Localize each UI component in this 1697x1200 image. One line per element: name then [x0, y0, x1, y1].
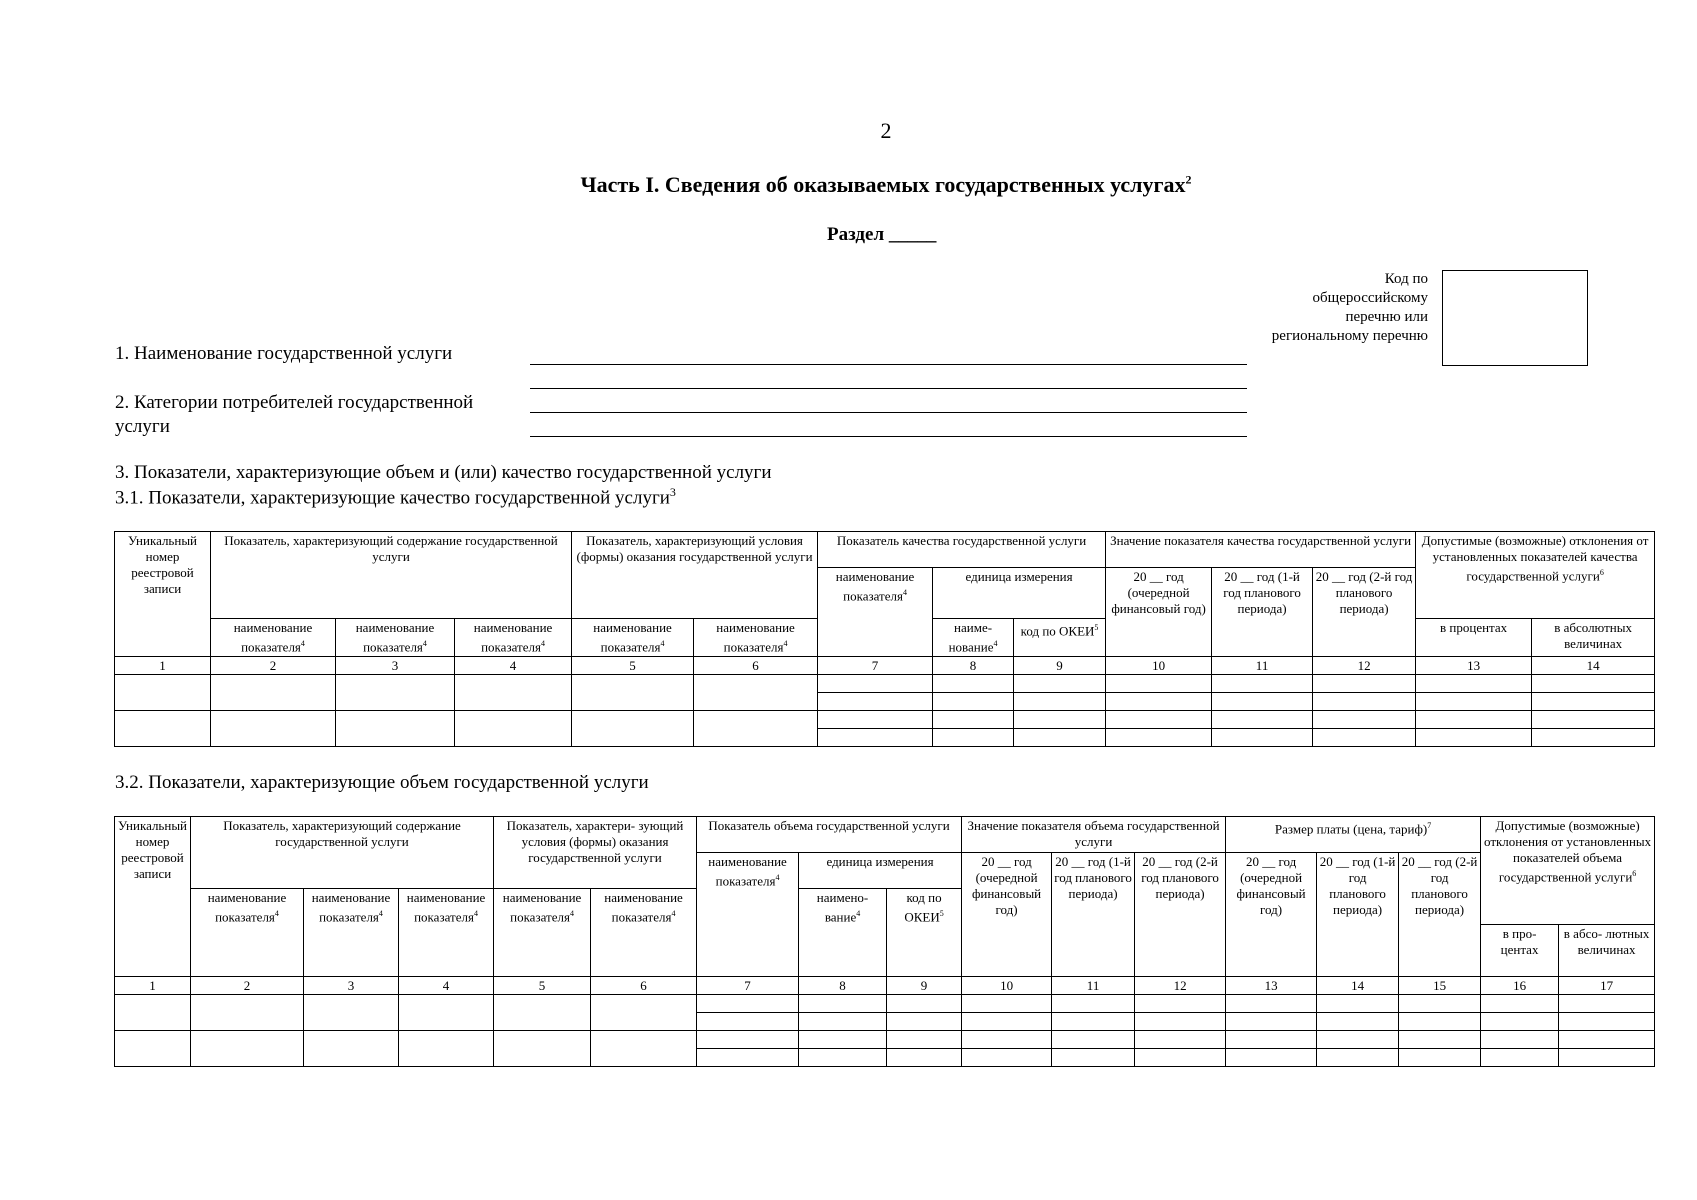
table-cell[interactable]	[336, 675, 455, 711]
table-cell[interactable]	[694, 675, 818, 711]
header-content-name-1	[191, 889, 304, 977]
table-cell[interactable]	[887, 1013, 962, 1031]
table-cell[interactable]	[1014, 675, 1106, 693]
column-numbers-row	[115, 977, 1655, 995]
quality-indicators-table	[114, 531, 1655, 747]
table-cell[interactable]	[933, 729, 1014, 747]
column-number: 4	[399, 977, 494, 995]
table-cell[interactable]	[399, 1031, 494, 1067]
footnote-4: 4	[660, 639, 665, 648]
table-cell[interactable]	[1226, 1049, 1317, 1067]
column-number: 9	[1014, 657, 1106, 675]
header-okei-text: код по ОКЕИ	[904, 890, 942, 925]
registry-code-label: Код по общероссийскому перечню или региональному перечню	[1271, 271, 1428, 344]
footnote-4: 4	[775, 873, 780, 882]
header-unique-number: Уникальный номер реестровой записи	[115, 532, 211, 657]
header-content-name-1	[211, 619, 336, 657]
table-cell[interactable]	[304, 995, 399, 1031]
table-cell[interactable]	[1226, 1031, 1317, 1049]
table-cell[interactable]	[1481, 1031, 1559, 1049]
header-condition-name-2-text: наименование показателя	[716, 620, 795, 655]
header-fee-year-1: 20 __ год (очередной финансовый год)	[1226, 853, 1317, 977]
column-number: 12	[1313, 657, 1416, 675]
footnote-4: 4	[783, 639, 788, 648]
table-cell[interactable]	[1532, 675, 1655, 693]
footnote-4: 4	[540, 639, 545, 648]
header-condition-name-2	[591, 889, 697, 977]
footnote-4: 4	[422, 639, 427, 648]
table-cell[interactable]	[1317, 1031, 1399, 1049]
column-number: 8	[799, 977, 887, 995]
table-cell[interactable]	[962, 1013, 1052, 1031]
table-cell[interactable]	[1212, 729, 1313, 747]
header-fee-text: Размер платы (цена, тариф)	[1274, 821, 1428, 837]
footnote-5: 5	[939, 909, 944, 918]
header-year-2: 20 __ год (1-й год планового периода)	[1212, 568, 1313, 657]
header-unit-name-text: наиме- нование	[948, 620, 994, 655]
part-title	[0, 172, 1697, 198]
header-unit-name	[799, 889, 887, 977]
table-cell[interactable]	[1416, 729, 1532, 747]
table-cell[interactable]	[962, 1049, 1052, 1067]
table-cell[interactable]	[1106, 729, 1212, 747]
column-number: 1	[115, 977, 191, 995]
column-number: 15	[1399, 977, 1481, 995]
table-cell[interactable]	[572, 711, 694, 747]
footnote-4: 4	[856, 909, 861, 918]
header-year-1: 20 __ год (очередной финансовый год)	[962, 853, 1052, 977]
header-absolute: в абсолютных величинах	[1532, 619, 1655, 657]
table-cell[interactable]	[799, 1013, 887, 1031]
table-cell[interactable]	[1399, 1013, 1481, 1031]
header-indicator-name	[697, 853, 799, 977]
page-number: 2	[880, 118, 892, 143]
column-number: 14	[1532, 657, 1655, 675]
header-indicator-name-text: наименование показателя	[835, 569, 915, 604]
column-numbers-row	[115, 657, 1655, 675]
table-cell[interactable]	[1559, 995, 1655, 1013]
column-number: 1	[115, 657, 211, 675]
table-cell[interactable]	[933, 711, 1014, 729]
table-cell[interactable]	[455, 675, 572, 711]
section-label: Раздел _____	[827, 224, 937, 245]
table-cell[interactable]	[1135, 1013, 1226, 1031]
indicators-heading: 3. Показатели, характеризующие объем и (или) качество государственной услуги	[115, 462, 772, 483]
table-cell[interactable]	[799, 995, 887, 1013]
column-number: 9	[887, 977, 962, 995]
consumer-line-2[interactable]	[530, 412, 1247, 413]
header-condition-name-1	[494, 889, 591, 977]
header-content-name-3-text: наименование показателя	[406, 890, 486, 925]
column-number: 11	[1212, 657, 1313, 675]
table-cell[interactable]	[1481, 995, 1559, 1013]
footnote-4: 4	[300, 639, 305, 648]
header-fee-year-3: 20 __ год (2-й год планового периода)	[1399, 853, 1481, 977]
table-cell[interactable]	[455, 711, 572, 747]
service-name-line[interactable]	[530, 364, 1247, 365]
consumer-category-label-2: услуги	[115, 416, 170, 437]
header-condition-indicator: Показатель, характеризующий условия (формы) оказания государственной услуги	[572, 532, 818, 619]
column-number: 12	[1135, 977, 1226, 995]
table-cell[interactable]	[211, 711, 336, 747]
header-content-name-2-text: наименование показателя	[355, 620, 435, 655]
table-cell[interactable]	[818, 729, 933, 747]
header-condition-name-1-text: наименование показателя	[593, 620, 672, 655]
header-year-2: 20 __ год (1-й год планового периода)	[1052, 853, 1135, 977]
header-absolute: в абсо- лютных величинах	[1559, 925, 1655, 977]
header-percent: в процентах	[1416, 619, 1532, 657]
header-unit: единица измерения	[933, 568, 1106, 619]
consumer-line-1[interactable]	[530, 388, 1247, 389]
part-title-footnote: 2	[1185, 172, 1192, 187]
table-cell[interactable]	[1212, 711, 1313, 729]
table-cell[interactable]	[1313, 675, 1416, 693]
header-condition-name-1	[572, 619, 694, 657]
consumer-line-3[interactable]	[530, 436, 1247, 437]
quality-indicators-heading-text: 3.1. Показатели, характеризующие качество государственной услуги	[115, 487, 670, 509]
column-number: 10	[1106, 657, 1212, 675]
header-volume-indicator: Показатель объема государственной услуги	[697, 817, 962, 853]
registry-code-box[interactable]	[1442, 270, 1588, 366]
header-allowed-deviation	[1416, 532, 1655, 619]
header-content-name-3-text: наименование показателя	[473, 620, 553, 655]
table-cell[interactable]	[694, 711, 818, 747]
table-cell[interactable]	[887, 1031, 962, 1049]
table-cell[interactable]	[1106, 675, 1212, 693]
column-number: 3	[336, 657, 455, 675]
table-cell[interactable]	[1416, 711, 1532, 729]
table-cell[interactable]	[1317, 1049, 1399, 1067]
table-cell[interactable]	[1014, 711, 1106, 729]
table-cell[interactable]	[1399, 1031, 1481, 1049]
header-percent: в про- центах	[1481, 925, 1559, 977]
table-cell[interactable]	[1559, 1013, 1655, 1031]
header-year-3: 20 __ год (2-й год планового периода)	[1135, 853, 1226, 977]
header-allowed-deviation-text: Допустимые (возможные) отклонения от установленных показателей объема государственной услуги	[1483, 818, 1652, 885]
table-cell[interactable]	[1532, 693, 1655, 711]
table-cell[interactable]	[933, 693, 1014, 711]
table-cell[interactable]	[336, 711, 455, 747]
column-number: 5	[572, 657, 694, 675]
footnote-4: 4	[378, 909, 383, 918]
column-number: 7	[818, 657, 933, 675]
header-content-name-2	[336, 619, 455, 657]
footnote-6: 6	[1632, 869, 1637, 878]
table-cell[interactable]	[591, 995, 697, 1031]
table-cell[interactable]	[1317, 1013, 1399, 1031]
header-content-name-3	[455, 619, 572, 657]
table-cell[interactable]	[1212, 693, 1313, 711]
header-okei	[887, 889, 962, 977]
table-cell[interactable]	[1313, 729, 1416, 747]
table-cell[interactable]	[591, 1031, 697, 1067]
table-cell[interactable]	[115, 995, 191, 1031]
header-content-indicator: Показатель, характеризующий содержание государственной услуги	[211, 532, 572, 619]
table-cell[interactable]	[191, 1031, 304, 1067]
table-cell[interactable]	[1226, 1013, 1317, 1031]
table-cell[interactable]	[697, 1013, 799, 1031]
volume-indicators-table	[114, 816, 1655, 1067]
table-cell[interactable]	[572, 675, 694, 711]
header-condition-name-2-text: наименование показателя	[604, 890, 683, 925]
footnote-4: 4	[902, 588, 907, 597]
header-quality-value: Значение показателя качества государственной услуги	[1106, 532, 1416, 568]
column-number: 3	[304, 977, 399, 995]
header-year-3: 20 __ год (2-й год планового периода)	[1313, 568, 1416, 657]
part-title-text: Часть I. Сведения об оказываемых государственных услугах	[580, 172, 1186, 197]
table-cell[interactable]	[962, 995, 1052, 1013]
table-cell[interactable]	[1416, 675, 1532, 693]
table-cell[interactable]	[1532, 711, 1655, 729]
table-row	[115, 1031, 1655, 1049]
table-cell[interactable]	[1313, 711, 1416, 729]
footnote-4: 4	[671, 909, 676, 918]
column-number: 6	[591, 977, 697, 995]
table-cell[interactable]	[1481, 1013, 1559, 1031]
column-number: 6	[694, 657, 818, 675]
table-cell[interactable]	[1559, 1049, 1655, 1067]
table-cell[interactable]	[1135, 1049, 1226, 1067]
column-number: 13	[1226, 977, 1317, 995]
column-number: 13	[1416, 657, 1532, 675]
header-content-indicator: Показатель, характеризующий содержание государственной услуги	[191, 817, 494, 889]
column-number: 17	[1559, 977, 1655, 995]
table-cell[interactable]	[1052, 1031, 1135, 1049]
footnote-4: 4	[274, 909, 279, 918]
header-okei-text: код по ОКЕИ	[1020, 623, 1095, 639]
table-row	[115, 675, 1655, 693]
table-cell[interactable]	[1416, 693, 1532, 711]
header-unit: единица измерения	[799, 853, 962, 889]
column-number: 11	[1052, 977, 1135, 995]
service-name-label: 1. Наименование государственной услуги	[115, 343, 453, 364]
table-cell[interactable]	[1106, 693, 1212, 711]
table-cell[interactable]	[1052, 995, 1135, 1013]
table-cell[interactable]	[1135, 1031, 1226, 1049]
table-cell[interactable]	[115, 711, 211, 747]
table-cell[interactable]	[962, 1031, 1052, 1049]
header-okei	[1014, 619, 1106, 657]
table-cell[interactable]	[399, 995, 494, 1031]
header-unit-name	[933, 619, 1014, 657]
header-unique-number: Уникальный номер реестровой записи	[115, 817, 191, 977]
footnote-5: 5	[1094, 623, 1099, 632]
header-quality-indicator: Показатель качества государственной услуги	[818, 532, 1106, 568]
table-cell[interactable]	[1106, 711, 1212, 729]
column-number: 4	[455, 657, 572, 675]
column-number: 7	[697, 977, 799, 995]
header-content-name-1-text: наименование показателя	[233, 620, 313, 655]
table-cell[interactable]	[799, 1031, 887, 1049]
header-year-1: 20 __ год (очередной финансовый год)	[1106, 568, 1212, 657]
table-cell[interactable]	[211, 675, 336, 711]
table-cell[interactable]	[1559, 1031, 1655, 1049]
table-cell[interactable]	[799, 1049, 887, 1067]
header-content-name-1-text: наименование показателя	[207, 890, 287, 925]
header-allowed-deviation	[1481, 817, 1655, 925]
volume-indicators-heading: 3.2. Показатели, характеризующие объем государственной услуги	[115, 772, 649, 793]
table-cell[interactable]	[887, 995, 962, 1013]
header-fee-year-2: 20 __ год (1-й год планового периода)	[1317, 853, 1399, 977]
table-cell[interactable]	[1226, 995, 1317, 1013]
table-cell[interactable]	[1212, 675, 1313, 693]
header-content-name-2	[304, 889, 399, 977]
table-cell[interactable]	[1135, 995, 1226, 1013]
column-number: 16	[1481, 977, 1559, 995]
footnote-4: 4	[993, 639, 998, 648]
quality-indicators-footnote: 3	[669, 485, 676, 499]
table-cell[interactable]	[1052, 1049, 1135, 1067]
table-row	[115, 995, 1655, 1013]
header-indicator-name-text: наименование показателя	[708, 854, 787, 889]
table-cell[interactable]	[494, 1031, 591, 1067]
table-cell[interactable]	[1313, 693, 1416, 711]
consumer-category-label-1: 2. Категории потребителей государственной	[115, 392, 474, 413]
table-cell[interactable]	[1399, 1049, 1481, 1067]
table-cell[interactable]	[304, 1031, 399, 1067]
table-cell[interactable]	[818, 711, 933, 729]
table-cell[interactable]	[818, 675, 933, 693]
table-cell[interactable]	[887, 1049, 962, 1067]
header-condition-indicator: Показатель, характери- зующий условия (формы) оказания государственной услуги	[494, 817, 697, 889]
column-number: 2	[211, 657, 336, 675]
footnote-4: 4	[473, 909, 478, 918]
table-cell[interactable]	[1317, 995, 1399, 1013]
table-cell[interactable]	[1399, 995, 1481, 1013]
header-condition-name-2	[694, 619, 818, 657]
table-cell[interactable]	[818, 693, 933, 711]
table-cell[interactable]	[933, 675, 1014, 693]
table-cell[interactable]	[191, 995, 304, 1031]
header-content-name-3	[399, 889, 494, 977]
table-cell[interactable]	[1532, 729, 1655, 747]
table-row	[115, 711, 1655, 729]
table-cell[interactable]	[697, 1049, 799, 1067]
column-number: 8	[933, 657, 1014, 675]
table-cell[interactable]	[697, 1031, 799, 1049]
footnote-6: 6	[1599, 568, 1604, 577]
quality-indicators-heading	[115, 485, 676, 509]
header-volume-value: Значение показателя объема государственной услуги	[962, 817, 1226, 853]
header-indicator-name	[818, 568, 933, 657]
header-condition-name-1-text: наименование показателя	[502, 890, 582, 925]
column-number: 14	[1317, 977, 1399, 995]
column-number: 5	[494, 977, 591, 995]
header-content-name-2-text: наименование показателя	[311, 890, 391, 925]
header-allowed-deviation-text: Допустимые (возможные) отклонения от установленных показателей качества государственной услуги	[1421, 533, 1649, 584]
table-cell[interactable]	[115, 1031, 191, 1067]
header-fee	[1226, 817, 1481, 853]
table-cell[interactable]	[1481, 1049, 1559, 1067]
footnote-4: 4	[569, 909, 574, 918]
table-cell[interactable]	[494, 995, 591, 1031]
column-number: 10	[962, 977, 1052, 995]
table-cell[interactable]	[1014, 729, 1106, 747]
table-cell[interactable]	[697, 995, 799, 1013]
table-cell[interactable]	[1052, 1013, 1135, 1031]
column-number: 2	[191, 977, 304, 995]
table-cell[interactable]	[1014, 693, 1106, 711]
footnote-7: 7	[1427, 821, 1432, 830]
header-unit-name-text: наимено- вание	[816, 890, 869, 925]
table-cell[interactable]	[115, 675, 211, 711]
